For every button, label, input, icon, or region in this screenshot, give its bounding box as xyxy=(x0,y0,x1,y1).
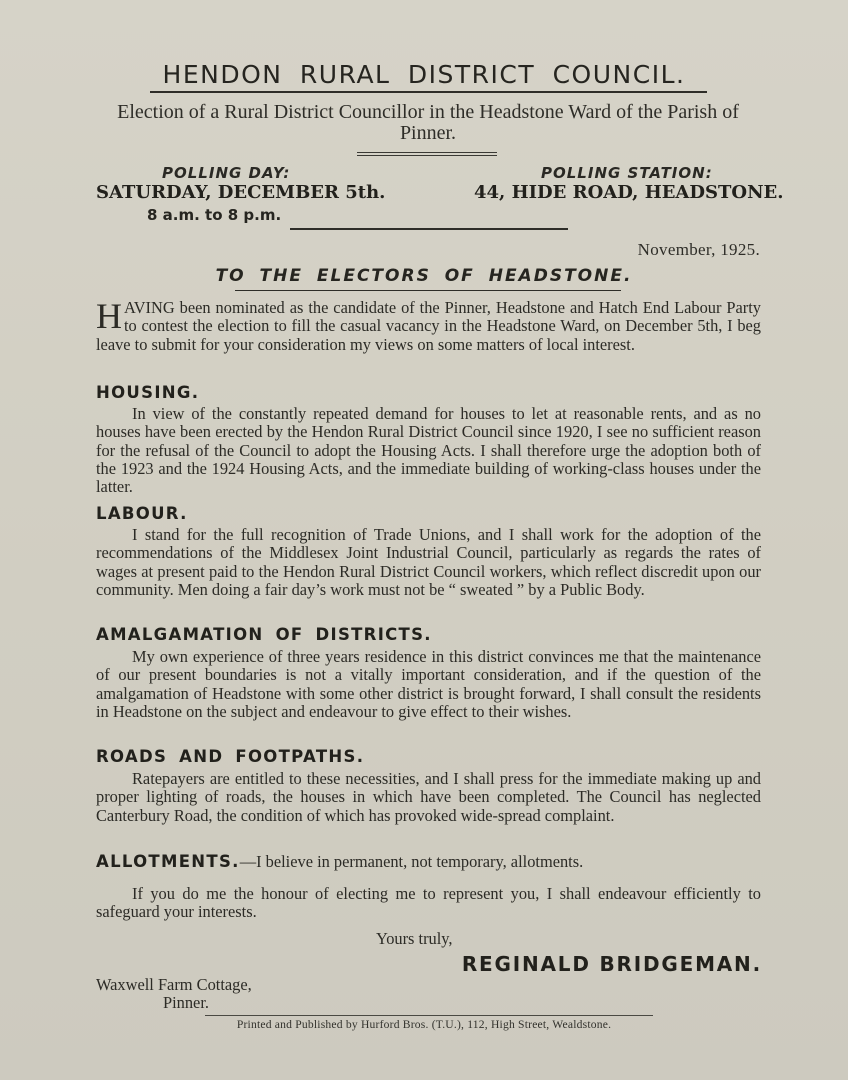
section-text-labour: I stand for the full recognition of Trade Unions, and I shall work for the adoption of the recommendations of the Middlesex Joint Industrial Council, particularly as regards the rates of wages at present paid to the Hendon Rural District Council workers, which reflect discredit upon our community. Men doing a fair day’s work must not be “ sweated ” by a Public Body. xyxy=(96,525,761,599)
leaflet-date: November, 1925. xyxy=(637,240,760,259)
council-title: HENDON RURAL DISTRICT COUNCIL. xyxy=(162,60,686,89)
polling-day-label: POLLING DAY: xyxy=(162,164,291,182)
address-line-1: Waxwell Farm Cottage, xyxy=(96,975,252,994)
intro-text: AVING been nominated as the candidate of the Pinner, Headstone and Hatch End Labour Party to contest the election to fill the casual vacancy in the Headstone Ward, on December 5th, I beg leave to submit for your consideration my views on some matters of local interest. xyxy=(96,298,761,354)
section-text-roads: Ratepayers are entitled to these necessities, and I shall press for the immediate making up and proper lighting of roads, the houses in which have been completed. The Council has neglected Canterbury Road, the condition of which has provoked wide-spread complaint. xyxy=(96,769,761,825)
allotments-paragraph xyxy=(96,852,583,872)
double-divider xyxy=(357,152,497,156)
election-subtitle: Election of a Rural District Councillor in the Headstone Ward of the Parish of Pinner. xyxy=(117,101,739,144)
closing-paragraph: If you do me the honour of electing me to represent you, I shall endeavour efficiently to safeguard your interests. xyxy=(96,884,761,922)
polling-divider xyxy=(290,228,568,230)
section-heading-allotments: ALLOTMENTS. xyxy=(96,852,240,871)
candidate-signature: REGINALD BRIDGEMAN. xyxy=(461,952,762,976)
address-heading: TO THE ELECTORS OF HEADSTONE. xyxy=(215,266,633,286)
intro-paragraph xyxy=(96,296,761,354)
section-text-amalgamation: My own experience of three years residence in this district convinces me that the maintenance of our present boundaries is not a vitally important consideration, and if the question of the amalgamation of Headstone with some other district is brought forward, I shall consult the residents in Headstone on the subject and endeavour to give effect to their wishes. xyxy=(96,647,761,721)
section-text-housing: In view of the constantly repeated demand for houses to let at reasonable rents, and as no houses have been erected by the Hendon Rural District Council since 1920, I see no sufficient reason for the refusal of the Council to adopt the Housing Acts. I shall therefore urge the adoption both of the 1923 and the 1924 Housing Acts, and the immediate building of working-class houses under the latter. xyxy=(96,404,761,497)
polling-hours: 8 a.m. to 8 p.m. xyxy=(147,206,282,224)
printer-imprint: Printed and Published by Hurford Bros. (T.U.), 112, High Street, Wealdstone. xyxy=(236,1018,612,1031)
polling-day-value: SATURDAY, DECEMBER 5th. xyxy=(96,182,386,203)
address-line-2: Pinner. xyxy=(163,993,209,1012)
section-heading-amalgamation: AMALGAMATION OF DISTRICTS. xyxy=(96,625,432,644)
imprint-rule xyxy=(205,1015,653,1016)
polling-station-label: POLLING STATION: xyxy=(541,164,713,182)
section-heading-housing: HOUSING. xyxy=(96,383,200,402)
section-heading-roads: ROADS AND FOOTPATHS. xyxy=(96,747,365,766)
title-underline xyxy=(150,91,707,93)
address-underline xyxy=(235,290,621,291)
section-heading-labour: LABOUR. xyxy=(96,504,188,523)
drop-cap: H xyxy=(96,296,122,336)
sign-off: Yours truly, xyxy=(376,929,453,948)
polling-station-value: 44, HIDE ROAD, HEADSTONE. xyxy=(474,182,784,203)
allotments-text: —I believe in permanent, not temporary, allotments. xyxy=(239,852,584,871)
